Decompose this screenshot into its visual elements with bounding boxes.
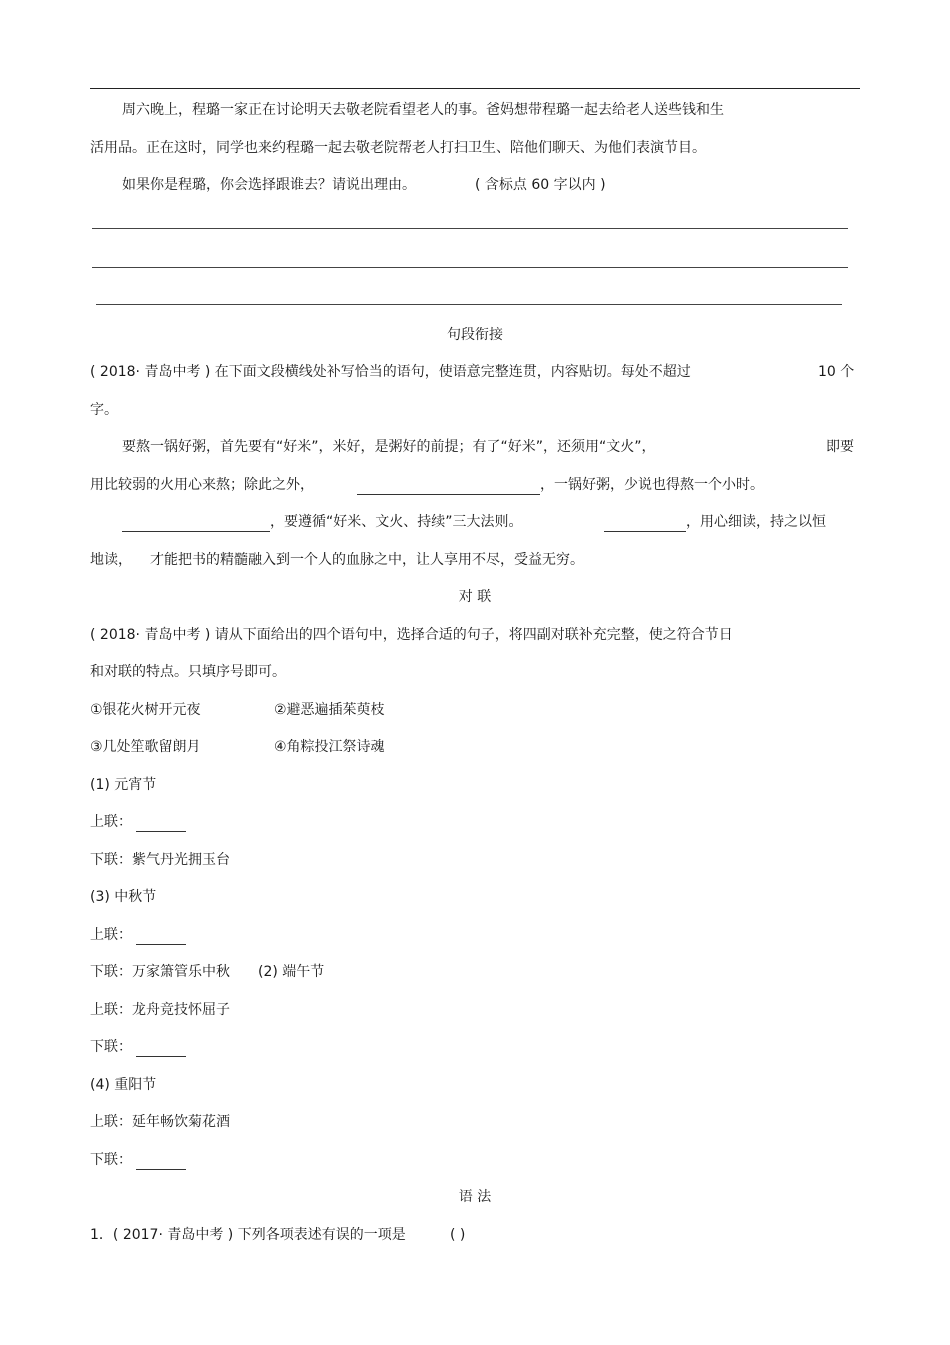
festival-3-upper-label: 上联： <box>90 927 132 943</box>
juduan-count: 10 个 <box>818 364 855 380</box>
juduan-p3-wrap <box>122 512 523 532</box>
juduan-p1b: 即要 <box>826 439 854 455</box>
festival-4-lower-blank[interactable] <box>136 1153 186 1170</box>
juduan-p1a: 要熬一锅好粥，首先要有“好米”，米好，是粥好的前提；有了“好米”，还须用“文火”， <box>122 439 656 455</box>
festival-4-lower <box>90 1150 186 1170</box>
festival-3-lower: 下联：万家箫管乐中秋 <box>90 964 230 980</box>
festival-1-upper <box>90 812 186 832</box>
festival-1-upper-label: 上联： <box>90 814 132 830</box>
answer-line-1[interactable] <box>92 228 848 229</box>
fill-blank-3[interactable] <box>604 515 686 532</box>
duilian-option-1: ①银花火树开元夜 <box>90 702 201 718</box>
festival-2-lower-label: 下联： <box>90 1039 132 1055</box>
festival-4-lower-label: 下联： <box>90 1152 132 1168</box>
festival-2-title: (2) 端午节 <box>258 964 325 980</box>
fill-blank-2[interactable] <box>122 515 270 532</box>
festival-1-upper-blank[interactable] <box>136 815 186 832</box>
festival-3-title: (3) 中秋节 <box>90 889 157 905</box>
section-title-juduan: 句段衔接 <box>447 327 503 343</box>
festival-4-title: (4) 重阳节 <box>90 1077 157 1093</box>
section-title-yufa: 语 法 <box>458 1189 492 1205</box>
festival-1-title: (1) 元宵节 <box>90 777 157 793</box>
festival-3-upper-blank[interactable] <box>136 928 186 945</box>
duilian-option-2: ②避恶遍插茱萸枝 <box>274 702 385 718</box>
intro-line-1: 周六晚上，程璐一家正在讨论明天去敬老院看望老人的事。爸妈想带程璐一起去给老人送些钱和生 <box>122 102 724 118</box>
festival-4-upper: 上联：延年畅饮菊花酒 <box>90 1114 230 1130</box>
section-title-duilian: 对 联 <box>458 589 492 605</box>
duilian-option-3: ③几处笙歌留朗月 <box>90 739 201 755</box>
intro-question: 如果你是程璐，你会选择跟谁去？请说出理由。 <box>122 177 416 193</box>
juduan-p3b: ，用心细读，持之以恒 <box>686 514 826 530</box>
header-rule <box>90 88 860 89</box>
intro-line-2: 活用品。正在这时，同学也来约程璐一起去敬老院帮老人打扫卫生、陪他们聊天、为他们表演节目。 <box>90 140 706 156</box>
intro-word-limit: ( 含标点 60 字以内 ) <box>475 177 606 193</box>
yufa-question-1: 1．( 2017· 青岛中考 ) 下列各项表述有误的一项是 <box>90 1227 406 1243</box>
juduan-source: ( 2018· 青岛中考 ) 在下面文段横线处补写恰当的语句，使语意完整连贯，内容贴切。每处不超过 <box>90 364 691 380</box>
duilian-source: ( 2018· 青岛中考 ) 请从下面给出的四个语句中，选择合适的句子，将四副对联补充完整，使之符合节日 <box>90 627 733 643</box>
fill-blank-1[interactable] <box>357 478 540 495</box>
festival-3-upper <box>90 925 186 945</box>
yufa-answer-paren[interactable]: ( ) <box>450 1227 466 1243</box>
juduan-p2b: ，一锅好粥，少说也得熬一个小时。 <box>540 477 764 493</box>
festival-1-lower: 下联：紫气丹光拥玉台 <box>90 852 230 868</box>
juduan-p2-blank-wrap <box>357 475 764 495</box>
juduan-p4a: 地读， <box>90 552 132 568</box>
answer-line-3[interactable] <box>96 304 842 305</box>
juduan-p3a: ，要遵循“好米、文火、持续”三大法则。 <box>270 514 523 530</box>
duilian-cont: 和对联的特点。只填序号即可。 <box>90 664 286 680</box>
festival-2-upper: 上联：龙舟竞技怀屈子 <box>90 1002 230 1018</box>
juduan-p2a: 用比较弱的火用心来熬；除此之外， <box>90 477 314 493</box>
duilian-option-4: ④角粽投江祭诗魂 <box>274 739 385 755</box>
festival-2-lower-blank[interactable] <box>136 1040 186 1057</box>
juduan-cont: 字。 <box>90 402 118 418</box>
juduan-p3b-wrap <box>604 512 826 532</box>
answer-line-2[interactable] <box>92 267 848 268</box>
juduan-p4b: 才能把书的精髓融入到一个人的血脉之中，让人享用不尽，受益无穷。 <box>150 552 584 568</box>
festival-2-lower <box>90 1037 186 1057</box>
